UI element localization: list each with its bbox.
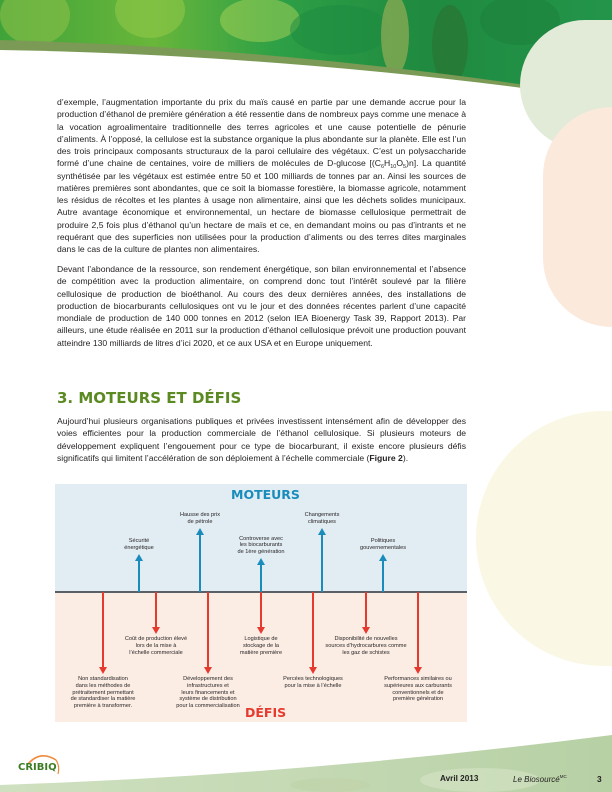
- footer-date: Avril 2013: [440, 774, 479, 783]
- moteur-label: Controverse avec les biocarburants de 1ère génération: [237, 535, 285, 556]
- defi-arrow-head: [204, 667, 212, 674]
- moteur-arrow-head: [135, 554, 143, 561]
- defi-label: Développement des infrastructures et leurs financements et système de distribution pour la commercialisation: [176, 676, 240, 710]
- defi-arrow-head: [257, 627, 265, 634]
- defi-label: Logistique de stockage de la matière première: [239, 636, 283, 656]
- defi-arrow-head: [152, 627, 160, 634]
- decorative-circle-yellow: [476, 411, 612, 666]
- moteur-arrow: [257, 558, 265, 592]
- defi-label: Coût de production élevé lors de la mise à l’échelle commerciale: [124, 636, 188, 656]
- defi-label: Percées technologiques pour la mise à l’échelle: [283, 676, 343, 689]
- defi-arrow: [99, 592, 107, 674]
- figure-drivers-challenges: [55, 484, 467, 722]
- moteur-arrow-head: [318, 528, 326, 535]
- moteur-arrow: [196, 528, 204, 592]
- paragraph-text: )n]. La quantité synthétisée par les végétaux est estimée entre 50 et 100 milliards de tonnes par an. Ainsi les sources de matières premières sont abondantes, que ce soit la biomasse forestière, la biomasse agricole, notamment les résidus de récoltes et les plantes à usage non alimentaire, ainsi que les déchets solides municipaux. Autre avantage économique et environnemental, un hectare de biomasse cellulosique permettrait de produire 2,5 fois plus d’éthanol qu’un hectare de maïs et ce, en demandant moins ou pas d’intrants et ne requérant que des superficies non utilisées pour la production d’aliments ou des terres dites marginales dans le cas de la culture de plantes non alimentaires.: [57, 158, 466, 254]
- formula-text: H: [384, 158, 391, 169]
- defi-label: Disponibilité de nouvelles sources d’hydrocarbures comme les gaz de schistes: [325, 636, 407, 656]
- moteur-arrow: [318, 528, 326, 592]
- moteur-label: Sécurité énergétique: [124, 538, 154, 552]
- formula-subscript: 5: [403, 164, 407, 171]
- trademark-mark: MC: [559, 774, 567, 779]
- header-banner-image: [0, 0, 612, 100]
- cribiq-logo-text: CRIBIQ: [18, 762, 57, 773]
- formula-text: O: [396, 158, 404, 169]
- paragraph-text: ).: [402, 452, 409, 463]
- moteur-arrow: [379, 554, 387, 592]
- moteur-arrow-head: [196, 528, 204, 535]
- moteur-label: Politiques gouvernementales: [359, 538, 407, 552]
- footer-publication: [513, 774, 567, 784]
- paragraph-cellulose-abundance: [57, 96, 466, 255]
- section-heading: 3. MOTEURS ET DÉFIS: [57, 389, 242, 407]
- defi-label: Non standardisation dans les méthodes de prétraitement permettant de standardiser la matière première à transformer.: [70, 676, 136, 710]
- defi-arrow-head: [414, 667, 422, 674]
- paragraph-text: d’exemple, l’augmentation importante du prix du maïs causé en partie par une demande accrue pour la production d’éthanol de première génération a été ressentie dans de nombreux pays comme une menace à la vocation agroalimentaire traditionnelle des terres agricoles et une cause potentielle de pénurie d’aliments. À l’opposé, la cellulose est la substance organique la plus abondante sur la planète. Elle est l’un des trois principaux composants structuraux de la paroi cellulaire des végétaux. C’est un polysaccharide formé d’une chaine de centaines, voire de milliers de molécules de D-glucose [(C: [57, 97, 466, 169]
- paragraph-cellulosic-sector: Devant l’abondance de la ressource, son rendement énergétique, son bilan environnemental et l’absence de compétition avec la production alimentaire, on comprend donc tout l’intérêt soulevé par la filière cellulosique de production de bioéthanol. Au cours des deux dernières années, des installations de production de biocarburants cellulosiques ont vu le jour et des données récentes parlent d’une capacité mondiale de production de 140 000 tonnes en 2012 (selon IEA Bioenergy Task 39, Rapport 2013). Par ailleurs, une étude réalisée en 2011 sur la production d’éthanol cellulosique prévoit une production pouvant atteindre 130 milliards de litres d’ici 2020, et ce aux USA et en Europe uniquement.: [57, 264, 466, 348]
- moteur-label: Hausse des prix de pétrole: [179, 512, 221, 526]
- decorative-circle-peach: [543, 107, 612, 327]
- defi-arrow: [362, 592, 370, 634]
- defi-arrow: [414, 592, 422, 674]
- page-number: 3: [597, 774, 602, 784]
- defi-arrow-head: [362, 627, 370, 634]
- moteur-arrow-head: [257, 558, 265, 565]
- defi-arrow: [152, 592, 160, 634]
- moteur-arrow-head: [379, 554, 387, 561]
- defi-arrow-head: [309, 667, 317, 674]
- moteur-arrow: [135, 554, 143, 592]
- moteur-label: Changements climatiques: [304, 512, 340, 526]
- defi-arrow: [309, 592, 317, 674]
- defi-arrow-head: [99, 667, 107, 674]
- paragraph-text: Aujourd’hui plusieurs organisations publiques et privées investissent intensément afin de développer des voies efficientes pour la production commerciale de l’éthanol cellulosique. Si plusieurs moteurs de développement expliquent l’engouement pour ce type de biocarburant, il existe encore plusieurs défis significatifs qui limitent l’accélération de son déploiement à l’échelle commerciale (: [57, 416, 466, 463]
- defis-title: DÉFIS: [245, 705, 287, 720]
- paragraph-drivers-challenges: [57, 415, 466, 464]
- defi-label: Performances similaires ou supérieures aux carburants conventionnels et de première génération: [384, 676, 452, 703]
- formula-subscript: 6: [380, 164, 384, 171]
- figure-reference-link[interactable]: Figure 2: [369, 452, 403, 463]
- defi-arrow: [257, 592, 265, 634]
- moteurs-title: MOTEURS: [231, 487, 300, 502]
- publication-name: Le Biosourcé: [513, 775, 560, 784]
- defi-arrow: [204, 592, 212, 674]
- formula-subscript: 10: [390, 164, 397, 171]
